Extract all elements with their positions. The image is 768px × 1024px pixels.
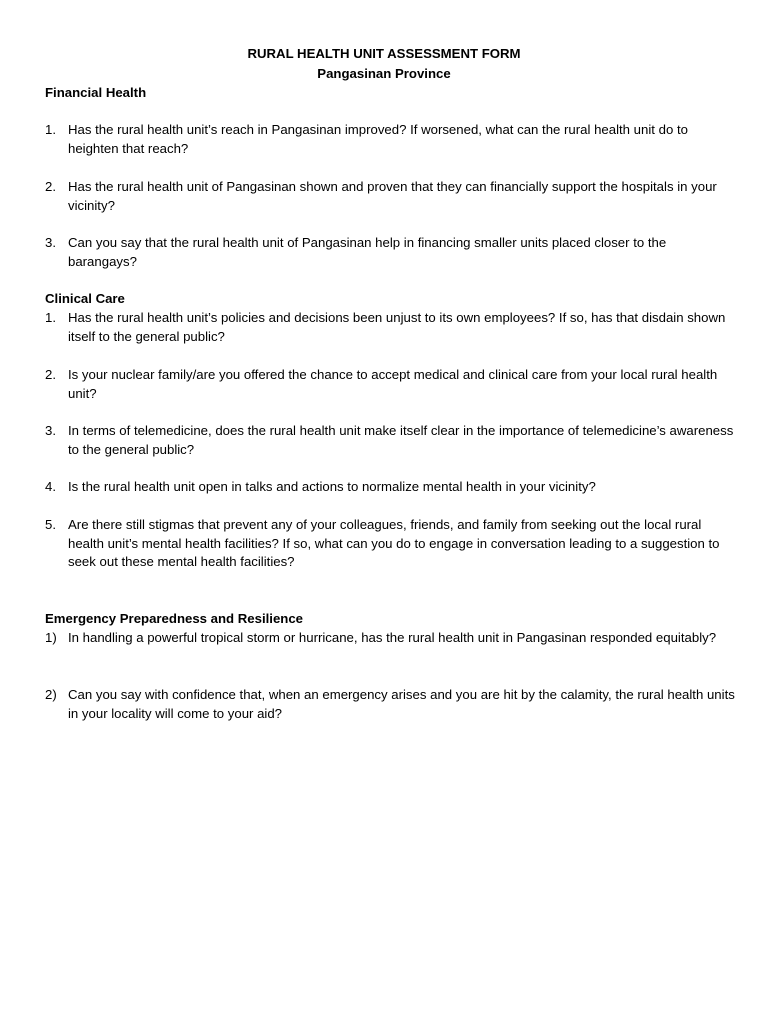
question-number: 4. xyxy=(45,479,56,494)
question-number: 3. xyxy=(45,423,56,438)
question-item xyxy=(45,366,735,403)
section-heading-emergency-preparedness: Emergency Preparedness and Resilience xyxy=(45,611,304,626)
question-item xyxy=(45,178,735,215)
form-title: RURAL HEALTH UNIT ASSESSMENT FORM xyxy=(247,46,521,61)
question-item xyxy=(45,309,735,346)
question-number: 2. xyxy=(45,367,56,382)
question-item xyxy=(45,121,735,158)
question-number: 3. xyxy=(45,235,56,250)
question-item xyxy=(45,422,735,459)
question-number: 2) xyxy=(45,687,57,702)
question-text: Are there still stigmas that prevent any of your colleagues, friends, and family from seeking out the local rural health unit’s mental health facilities? If so, what can you do to engage in conversation leading to a suggestion to seek out these mental health facilities? xyxy=(68,517,720,570)
question-number: 5. xyxy=(45,517,56,532)
question-text: In terms of telemedicine, does the rural health unit make itself clear in the importance of telemedicine’s awareness to the general public? xyxy=(68,423,734,457)
question-text: Has the rural health unit’s policies and decisions been unjust to its own employees? If so, has that disdain shown itself to the general public? xyxy=(68,310,726,344)
question-item xyxy=(45,686,735,723)
question-text: Has the rural health unit of Pangasinan shown and proven that they can financially support the hospitals in your vicinity? xyxy=(68,179,717,213)
question-number: 1) xyxy=(45,630,57,645)
question-item xyxy=(45,516,735,572)
question-number: 1. xyxy=(45,122,56,137)
question-item xyxy=(45,629,735,648)
question-item xyxy=(45,478,735,497)
question-text: Has the rural health unit’s reach in Pangasinan improved? If worsened, what can the rural health unit do to heighten that reach? xyxy=(68,122,688,156)
section-heading-financial-health: Financial Health xyxy=(45,85,147,100)
question-text: Is your nuclear family/are you offered the chance to accept medical and clinical care from your local rural health unit? xyxy=(68,367,718,401)
question-number: 2. xyxy=(45,179,56,194)
question-text: Is the rural health unit open in talks and actions to normalize mental health in your vicinity? xyxy=(68,479,596,494)
question-text: Can you say with confidence that, when an emergency arises and you are hit by the calamity, the rural health units in your locality will come to your aid? xyxy=(68,687,735,721)
question-text: In handling a powerful tropical storm or hurricane, has the rural health unit in Pangasinan responded equitably? xyxy=(68,630,717,645)
question-item xyxy=(45,234,735,271)
question-text: Can you say that the rural health unit of Pangasinan help in financing smaller units placed closer to the barangays? xyxy=(68,235,667,269)
question-number: 1. xyxy=(45,310,56,325)
form-subtitle: Pangasinan Province xyxy=(317,66,451,81)
section-heading-clinical-care: Clinical Care xyxy=(45,291,125,306)
